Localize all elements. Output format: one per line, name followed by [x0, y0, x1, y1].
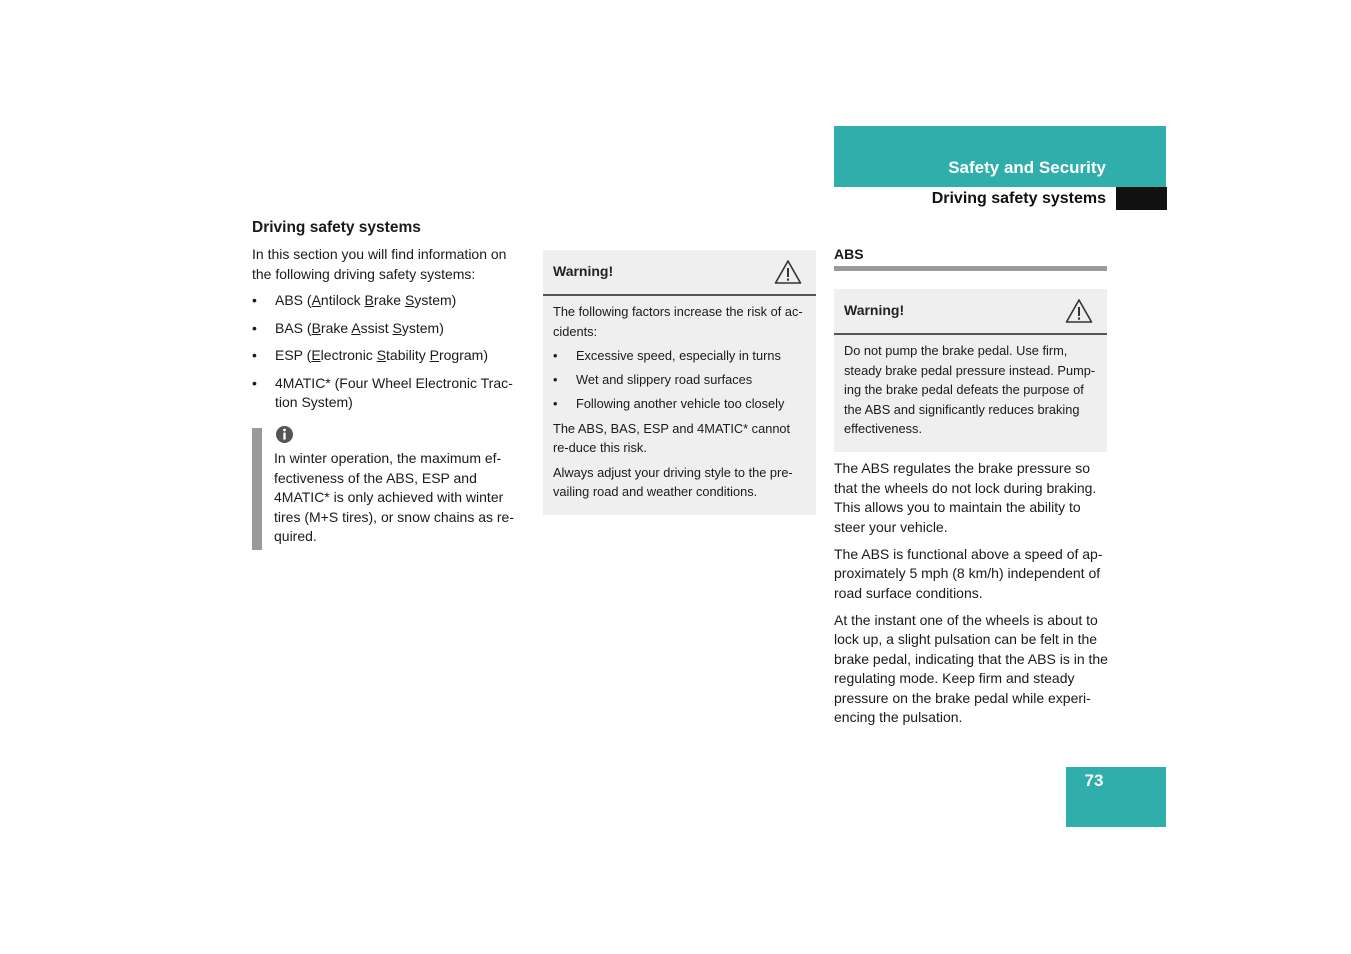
- warning-paragraph: Do not pump the brake pedal. Use firm, steady brake pedal pressure instead. Pump-ing the brake pedal defeats the purpose of the ABS and significantly reduces braking effectiveness.: [844, 343, 1096, 436]
- warning-box-risk-factors: [543, 250, 816, 515]
- info-icon: [275, 425, 294, 444]
- abs-paragraph: The ABS is functional above a speed of ap-proximately 5 mph (8 km/h) independent of road surface conditions.: [834, 545, 1103, 601]
- warning-triangle-icon: [1065, 298, 1093, 324]
- heading-rule: [834, 266, 1107, 271]
- warning-box-brake-pedal: [834, 289, 1107, 452]
- list-item: • Wet and slippery road surfaces: [553, 370, 806, 390]
- list-item-abs: • ABS (Antilock Brake System): [252, 291, 528, 311]
- list-item-esp: • ESP (Electronic Stability Program): [252, 346, 528, 366]
- header-marker: [1116, 187, 1167, 210]
- systems-list: [252, 291, 528, 421]
- section-subtitle: Driving safety systems: [931, 190, 1106, 207]
- abs-description: [834, 459, 1110, 735]
- abs-paragraph: At the instant one of the wheels is about to lock up, a slight pulsation can be felt in the brake pedal, indicating that the ABS is in the regulating mode. Keep firm and steady pressure on the brake pedal while experi-encing the pulsation.: [834, 611, 1108, 725]
- chapter-title: Safety and Security: [948, 158, 1106, 177]
- list-item: • Following another vehicle too closely: [553, 394, 806, 414]
- risk-factor-list: [553, 346, 806, 414]
- list-item: • Excessive speed, especially in turns: [553, 346, 806, 366]
- intro-text: In this section you will find information on the following driving safety systems:: [252, 246, 507, 282]
- warning-body: [543, 296, 816, 515]
- warning-paragraph: The ABS, BAS, ESP and 4MATIC* cannot re-duce this risk.: [553, 420, 791, 455]
- warning-header: [834, 289, 1107, 335]
- warning-body: [834, 335, 1107, 452]
- warning-paragraph: Always adjust your driving style to the pre-vailing road and weather conditions.: [553, 464, 793, 499]
- warning-header: [543, 250, 816, 296]
- page-number: 73: [1084, 771, 1104, 790]
- warning-intro: The following factors increase the risk of ac-cidents:: [553, 304, 803, 339]
- warning-triangle-icon: [774, 259, 802, 285]
- abs-heading: ABS: [834, 246, 864, 262]
- abs-paragraph: The ABS regulates the brake pressure so that the wheels do not lock during braking. This allows you to maintain the ability to steer your vehicle.: [834, 460, 1097, 535]
- warning-label: Warning!: [844, 302, 905, 318]
- section-title: Driving safety systems: [252, 219, 421, 236]
- warning-label: Warning!: [553, 263, 614, 279]
- note-text: In winter operation, the maximum ef-fectiveness of the ABS, ESP and 4MATIC* is only achieved with winter tires (M+S tires), or snow chains as re-quired.: [274, 450, 515, 544]
- list-item-bas: • BAS (Brake Assist System): [252, 319, 528, 339]
- list-item-4matic: • 4MATIC* (Four Wheel Electronic Trac-tion System): [252, 374, 528, 413]
- note-bar: [252, 428, 262, 550]
